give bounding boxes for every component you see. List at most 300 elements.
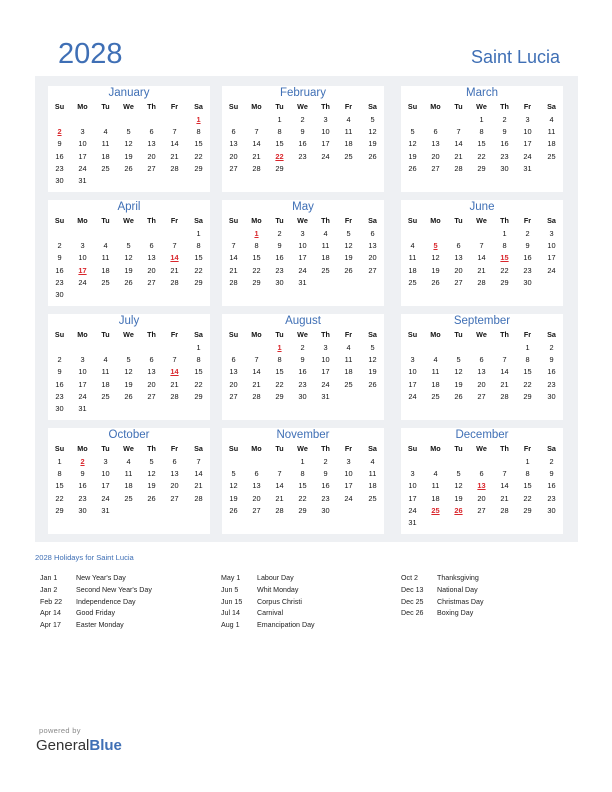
calendar-day: 6	[479, 355, 484, 365]
calendar-day: 4	[410, 241, 415, 251]
holiday-name: Labour Day	[257, 574, 294, 582]
calendar-day: 24	[78, 391, 87, 401]
calendar-day: 26	[229, 505, 238, 515]
month-february	[222, 86, 384, 192]
weekday-header: We	[476, 330, 487, 339]
calendar-day: 23	[298, 379, 307, 389]
month-may	[222, 200, 384, 306]
weekday-header: Sa	[368, 330, 377, 339]
holiday-date: 25	[431, 505, 440, 515]
calendar-day: 26	[344, 265, 353, 275]
calendar-day: 23	[55, 163, 64, 173]
holidays-title: 2028 Holidays for Saint Lucia	[35, 553, 134, 562]
calendar-day: 13	[252, 481, 261, 491]
weekday-header: Sa	[194, 330, 203, 339]
calendar-day: 10	[547, 241, 556, 251]
calendar-day: 3	[103, 457, 108, 466]
calendar-day: 30	[500, 163, 509, 173]
calendar-day: 8	[196, 127, 201, 137]
calendar-day: 23	[547, 493, 556, 503]
weekday-header: Su	[407, 330, 418, 339]
calendar-day: 27	[147, 163, 156, 173]
calendar-day: 20	[170, 481, 179, 491]
weekday-header: We	[123, 330, 134, 339]
calendar-day: 13	[170, 469, 179, 479]
weekday-header: Su	[228, 330, 239, 339]
calendar-day: 8	[196, 355, 201, 365]
calendar-day: 23	[547, 379, 556, 389]
holiday-name: Corpus Christi	[257, 597, 302, 606]
calendar-day: 20	[252, 493, 261, 503]
calendar-day: 27	[477, 505, 486, 515]
weekday-header: Fr	[523, 102, 532, 111]
calendar-day: 12	[454, 367, 463, 377]
weekday-header: Tu	[454, 444, 463, 453]
calendar-day: 31	[523, 163, 532, 173]
weekday-header: We	[123, 216, 134, 225]
month-january	[48, 86, 210, 192]
holiday-date: 1	[277, 343, 282, 352]
weekday-header: Tu	[275, 330, 284, 339]
weekday-header: Th	[321, 216, 330, 225]
holiday-name: Independence Day	[76, 597, 136, 606]
holiday-name: Good Friday	[76, 609, 116, 618]
calendar-day: 19	[368, 367, 377, 377]
calendar-day: 6	[456, 241, 461, 251]
calendar-day: 20	[477, 379, 486, 389]
calendar-day: 3	[410, 469, 415, 479]
calendar-day: 3	[300, 229, 305, 238]
calendar-day: 8	[525, 355, 530, 365]
weekday-header: Sa	[194, 444, 203, 453]
weekday-header: Mo	[430, 216, 441, 225]
weekday-header: Su	[54, 216, 65, 225]
calendar-day: 25	[101, 277, 110, 287]
calendar-day: 6	[172, 457, 177, 466]
calendar-day: 13	[147, 139, 156, 149]
weekday-header: Mo	[251, 216, 262, 225]
calendar-day: 7	[456, 127, 461, 137]
weekday-header: Fr	[170, 216, 179, 225]
weekday-header: Mo	[430, 102, 441, 111]
weekday-header: We	[297, 330, 308, 339]
calendar-day: 5	[370, 115, 375, 124]
calendar-day: 31	[408, 518, 417, 527]
calendar-day: 26	[147, 493, 156, 503]
calendar-day: 9	[300, 355, 305, 365]
weekday-header: Sa	[194, 216, 203, 225]
calendar-day: 10	[523, 127, 532, 137]
calendar-day: 2	[57, 241, 62, 251]
calendar-day: 19	[124, 151, 133, 161]
calendar-day: 10	[101, 469, 110, 479]
calendar-day: 4	[370, 457, 375, 466]
calendar-day: 18	[344, 139, 353, 149]
calendar-day: 23	[55, 391, 64, 401]
holiday-name: Whit Monday	[257, 585, 299, 594]
weekday-header: Mo	[251, 444, 262, 453]
calendar-day: 11	[344, 127, 353, 137]
calendar-day: 13	[431, 139, 440, 149]
calendar-day: 28	[275, 505, 284, 515]
calendar-day: 27	[368, 265, 377, 275]
calendar-day: 24	[344, 493, 353, 503]
calendar-day: 26	[124, 391, 133, 401]
calendar-day: 28	[229, 277, 238, 287]
calendar-day: 22	[194, 151, 203, 161]
holiday-date: 2	[57, 127, 62, 137]
calendar-day: 28	[170, 163, 179, 173]
holiday-date: 1	[254, 229, 259, 238]
month-june	[401, 200, 563, 306]
calendar-day: 18	[344, 367, 353, 377]
calendar-day: 20	[477, 493, 486, 503]
calendar-day: 31	[78, 176, 87, 185]
weekday-header: Th	[321, 444, 330, 453]
calendar-day: 25	[101, 163, 110, 173]
calendar-day: 20	[147, 265, 156, 275]
calendar-day: 1	[196, 229, 201, 238]
calendar-day: 20	[147, 379, 156, 389]
calendar-day: 6	[370, 229, 375, 238]
calendar-day: 27	[252, 505, 261, 515]
calendar-day: 17	[321, 367, 330, 377]
calendar-day: 22	[523, 379, 532, 389]
calendar-day: 18	[368, 481, 377, 491]
calendar-day: 22	[523, 493, 532, 503]
calendar-day: 6	[479, 469, 484, 479]
month-july	[48, 314, 210, 420]
calendar-day: 17	[298, 253, 307, 263]
calendar-day: 28	[500, 391, 509, 401]
holiday-date: 22	[275, 151, 284, 161]
brand-blue: Blue	[89, 737, 122, 754]
calendar-day: 22	[194, 265, 203, 275]
holiday-date-label: Apr 17	[40, 621, 61, 630]
calendar-day: 19	[431, 265, 440, 275]
calendar-day: 11	[344, 355, 353, 365]
calendar-day: 19	[368, 139, 377, 149]
calendar-day: 17	[408, 379, 417, 389]
weekday-header: Sa	[368, 216, 377, 225]
weekday-header: Fr	[344, 444, 353, 453]
weekday-header: Sa	[547, 444, 556, 453]
calendar-day: 22	[252, 265, 261, 275]
calendar-day: 4	[346, 115, 351, 124]
calendar-day: 21	[454, 151, 463, 161]
calendar-day: 21	[500, 379, 509, 389]
month-name: January	[108, 87, 150, 99]
weekday-header: Mo	[251, 330, 262, 339]
month-march	[401, 86, 563, 192]
calendar-day: 15	[55, 481, 64, 491]
calendar-day: 25	[344, 379, 353, 389]
brand-logo[interactable]	[36, 737, 122, 754]
calendar-day: 5	[126, 241, 131, 251]
month-august	[222, 314, 384, 420]
calendar-day: 15	[477, 139, 486, 149]
calendar-day: 13	[229, 367, 238, 377]
holiday-date-label: Jan 1	[40, 574, 58, 582]
calendar-day: 22	[55, 493, 64, 503]
calendar-day: 2	[502, 115, 507, 124]
calendar-day: 2	[277, 229, 282, 238]
calendar-day: 24	[408, 391, 417, 401]
calendar-day: 13	[477, 367, 486, 377]
calendar-day: 4	[433, 469, 438, 479]
weekday-header: Mo	[251, 102, 262, 111]
calendar-day: 30	[78, 505, 87, 515]
holiday-name: Carnival	[257, 609, 284, 618]
calendar-day: 8	[479, 127, 484, 137]
calendar-day: 27	[229, 163, 238, 173]
calendar-day: 16	[523, 253, 532, 263]
calendar-day: 7	[479, 241, 484, 251]
calendar-day: 25	[368, 493, 377, 503]
calendar-day: 5	[126, 355, 131, 365]
calendar-day: 10	[298, 241, 307, 251]
calendar-day: 22	[298, 493, 307, 503]
calendar-day: 4	[103, 127, 108, 137]
calendar-day: 14	[252, 367, 261, 377]
weekday-header: Fr	[344, 216, 353, 225]
calendar-day: 18	[321, 253, 330, 263]
holiday-date: 2	[80, 457, 85, 466]
calendar-day: 29	[252, 277, 261, 287]
weekday-header: Fr	[523, 330, 532, 339]
holiday-date-label: Aug 1	[221, 621, 240, 630]
calendar-day: 9	[80, 469, 85, 479]
calendar-day: 6	[149, 127, 154, 137]
calendar-day: 19	[408, 151, 417, 161]
weekday-header: Mo	[77, 444, 88, 453]
calendar-day: 3	[80, 355, 85, 365]
calendar-day: 19	[229, 493, 238, 503]
calendar-day: 14	[500, 481, 509, 491]
calendar-day: 15	[194, 253, 203, 263]
calendar-day: 1	[57, 457, 62, 466]
calendar-day: 1	[525, 343, 530, 352]
weekday-header: Th	[147, 216, 156, 225]
calendar-day: 13	[368, 241, 377, 251]
calendar-day: 20	[229, 379, 238, 389]
calendar-day: 11	[101, 253, 110, 263]
calendar-day: 25	[431, 391, 440, 401]
calendar-day: 20	[147, 151, 156, 161]
weekday-header: Mo	[430, 330, 441, 339]
calendar-day: 29	[298, 505, 307, 515]
weekday-header: Sa	[547, 102, 556, 111]
calendar-day: 3	[410, 355, 415, 365]
holiday-date: 5	[433, 241, 438, 251]
calendar-day: 1	[196, 343, 201, 352]
calendar-day: 19	[124, 379, 133, 389]
calendar-day: 19	[147, 481, 156, 491]
calendar-day: 27	[147, 391, 156, 401]
calendar-day: 17	[101, 481, 110, 491]
holiday-name: Christmas Day	[437, 597, 484, 606]
calendar-day: 14	[229, 253, 238, 263]
calendar-day: 4	[103, 355, 108, 365]
calendar-day: 15	[298, 481, 307, 491]
calendar-day: 16	[55, 265, 64, 275]
calendar-day: 3	[525, 115, 530, 124]
calendar-day: 19	[454, 379, 463, 389]
calendar-day: 18	[101, 151, 110, 161]
calendar-day: 25	[547, 151, 556, 161]
calendar-day: 17	[523, 139, 532, 149]
calendar-day: 4	[433, 355, 438, 365]
weekday-header: Th	[500, 216, 509, 225]
weekday-header: Fr	[523, 216, 532, 225]
month-name: December	[455, 429, 509, 441]
calendar-day: 29	[523, 505, 532, 515]
calendar-day: 5	[410, 127, 415, 137]
calendar-day: 29	[523, 391, 532, 401]
calendar-day: 28	[477, 277, 486, 287]
calendar-day: 20	[454, 265, 463, 275]
calendar-day: 15	[275, 367, 284, 377]
calendar-day: 30	[55, 290, 64, 299]
month-name: August	[285, 315, 321, 327]
month-april	[48, 200, 210, 306]
calendar-day: 15	[275, 139, 284, 149]
calendar-day: 11	[101, 367, 110, 377]
holiday-date: 13	[477, 481, 486, 491]
calendar-day: 4	[346, 343, 351, 352]
month-october	[48, 428, 210, 534]
calendar-day: 21	[194, 481, 203, 491]
calendar-day: 14	[477, 253, 486, 263]
calendar-day: 28	[170, 391, 179, 401]
calendar-day: 17	[408, 493, 417, 503]
calendar-day: 8	[277, 355, 282, 365]
calendar-day: 15	[523, 481, 532, 491]
calendar-day: 16	[78, 481, 87, 491]
calendar-day: 2	[323, 457, 328, 466]
calendar-day: 3	[549, 229, 554, 238]
weekday-header: Fr	[170, 444, 179, 453]
month-name: October	[108, 429, 150, 441]
calendar-day: 3	[80, 127, 85, 137]
calendar-day: 29	[194, 277, 203, 287]
calendar-day: 11	[431, 367, 440, 377]
calendar-day: 12	[147, 469, 156, 479]
weekday-header: Th	[147, 330, 156, 339]
calendar-day: 5	[149, 457, 154, 466]
month-name: March	[466, 87, 498, 99]
calendar-day: 27	[170, 493, 179, 503]
weekday-header: Su	[407, 444, 418, 453]
weekday-header: Th	[321, 330, 330, 339]
calendar-day: 11	[408, 253, 417, 263]
weekday-header: We	[476, 102, 487, 111]
holiday-name: New Year's Day	[76, 574, 126, 582]
weekday-header: Fr	[170, 102, 179, 111]
weekday-header: We	[476, 444, 487, 453]
calendar-day: 4	[323, 229, 328, 238]
calendar-day: 1	[300, 457, 305, 466]
weekday-header: Tu	[454, 102, 463, 111]
calendar-day: 12	[408, 139, 417, 149]
calendar-day: 12	[124, 367, 133, 377]
calendar-day: 16	[547, 367, 556, 377]
calendar-day: 21	[252, 379, 261, 389]
weekday-header: Mo	[77, 330, 88, 339]
calendar-day: 7	[172, 241, 177, 251]
calendar-day: 13	[229, 139, 238, 149]
calendar-day: 29	[194, 163, 203, 173]
weekday-header: Sa	[368, 102, 377, 111]
month-name: June	[469, 201, 495, 213]
calendar-day: 8	[502, 241, 507, 251]
calendar-day: 2	[57, 355, 62, 365]
calendar-day: 17	[321, 139, 330, 149]
calendar-day: 19	[344, 253, 353, 263]
weekday-header: Th	[321, 102, 330, 111]
holiday-date-label: Oct 2	[401, 574, 418, 582]
calendar-day: 10	[344, 469, 353, 479]
calendar-day: 16	[500, 139, 509, 149]
calendar-day: 11	[101, 139, 110, 149]
calendar-day: 23	[55, 277, 64, 287]
month-name: November	[276, 429, 330, 441]
weekday-header: Sa	[547, 330, 556, 339]
calendar-day: 16	[275, 253, 284, 263]
weekday-header: Su	[228, 102, 239, 111]
calendar-day: 20	[431, 151, 440, 161]
weekday-header: Sa	[547, 216, 556, 225]
calendar-day: 15	[194, 139, 203, 149]
weekday-header: Su	[407, 102, 418, 111]
weekday-header: Th	[500, 102, 509, 111]
calendar-day: 24	[78, 277, 87, 287]
calendar-day: 25	[321, 265, 330, 275]
weekday-header: We	[297, 102, 308, 111]
calendar-day: 22	[194, 379, 203, 389]
holiday-date: 1	[196, 115, 201, 124]
holiday-name: National Day	[437, 585, 478, 594]
calendar-day: 12	[431, 253, 440, 263]
calendar-day: 14	[454, 139, 463, 149]
calendar-day: 6	[149, 355, 154, 365]
calendar-day: 24	[408, 505, 417, 515]
calendar-day: 21	[252, 151, 261, 161]
holiday-date-label: Dec 25	[401, 597, 424, 606]
holiday-name: Boxing Day	[437, 609, 474, 618]
calendar-day: 4	[103, 241, 108, 251]
calendar-day: 18	[124, 481, 133, 491]
calendar-day: 12	[124, 253, 133, 263]
calendar-day: 25	[344, 151, 353, 161]
calendar-day: 30	[321, 505, 330, 515]
calendar-day: 14	[194, 469, 203, 479]
calendar-day: 18	[101, 265, 110, 275]
calendar-day: 9	[549, 355, 554, 365]
calendar-day: 31	[78, 404, 87, 413]
calendar-day: 9	[57, 253, 62, 263]
weekday-header: Th	[147, 102, 156, 111]
weekday-header: Sa	[194, 102, 203, 111]
weekday-header: Tu	[101, 102, 110, 111]
weekday-header: We	[297, 444, 308, 453]
calendar-day: 7	[231, 241, 236, 251]
calendar-day: 23	[321, 493, 330, 503]
calendar-day: 8	[277, 127, 282, 137]
holiday-name: Second New Year's Day	[76, 585, 152, 594]
calendar-day: 10	[408, 367, 417, 377]
calendar-day: 8	[300, 469, 305, 479]
